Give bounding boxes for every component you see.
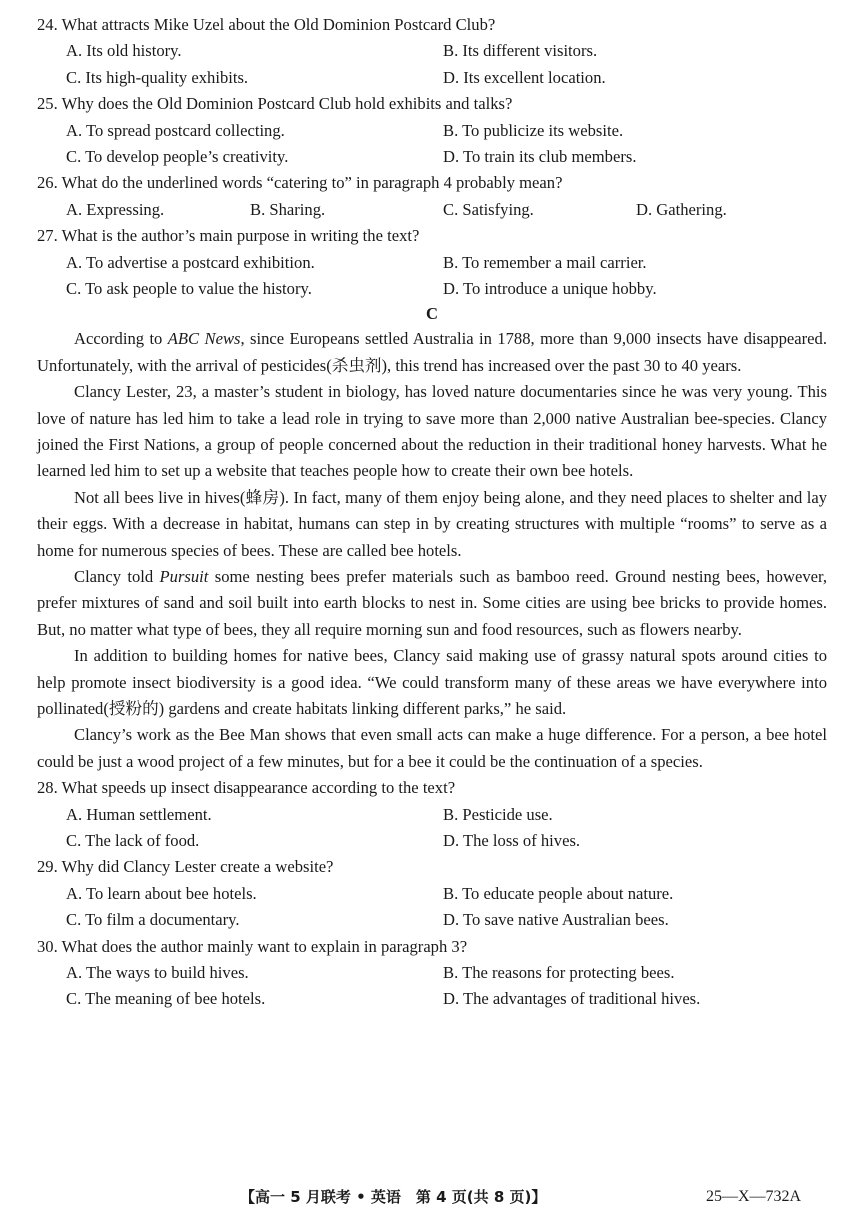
question-27-option-a: A. To advertise a postcard exhibition. [66, 252, 315, 272]
paragraph-1-text-end: , since Europeans settled Australia in 1788, more than 9,000 insects have disappeared. Unfortunately, with the arrival of pesticides(杀虫剂), this trend has increased over the past 30 to 40 years. [37, 329, 827, 375]
question-26-option-b: B. Sharing. [250, 199, 326, 219]
question-29-option-a: A. To learn about bee hotels. [66, 883, 257, 903]
question-26-stem: 26. What do the underlined words “catering to” in paragraph 4 probably mean? [37, 173, 563, 193]
question-28-options-row-1 [37, 802, 827, 828]
question-29-options-row-1 [37, 881, 827, 907]
question-30-options-row-1 [37, 960, 827, 986]
source-pursuit: Pursuit [159, 567, 209, 587]
paragraph-1-text-start: According to [74, 329, 168, 349]
exam-page [37, 12, 827, 1013]
question-28-option-a: A. Human settlement. [66, 804, 212, 824]
section-c-heading: C [426, 304, 438, 324]
question-25-option-c: C. To develop people’s creativity. [66, 146, 289, 166]
question-24-options-row-2 [37, 65, 827, 91]
question-30-option-a: A. The ways to build hives. [66, 963, 249, 983]
question-26-options-row [37, 197, 827, 223]
question-29-option-b: B. To educate people about nature. [443, 883, 674, 903]
question-28-options-row-2 [37, 828, 827, 854]
question-29-options-row-2 [37, 907, 827, 933]
question-26-option-a: A. Expressing. [66, 199, 165, 219]
question-24-options-row-1 [37, 38, 827, 64]
passage-paragraph-6: Clancy’s work as the Bee Man shows that even small acts can make a huge difference. For a person, a bee hotel could be just a wood project of a few minutes, but for a bee it could be the continuation of a species. [37, 725, 827, 771]
question-30-option-d: D. The advantages of traditional hives. [443, 989, 701, 1009]
question-24-option-b: B. Its different visitors. [443, 41, 598, 61]
question-29-option-c: C. To film a documentary. [66, 910, 240, 930]
passage-paragraph-1 [37, 326, 827, 379]
footer-paper-code: 25—X—732A [706, 1188, 802, 1205]
footer-exam-title: 【高一 5 月联考 • 英语 第 4 页(共 8 页)】 [240, 1188, 547, 1206]
question-24-option-d: D. Its excellent location. [443, 67, 606, 87]
passage-paragraph-5: In addition to building homes for native bees, Clancy said making use of grassy natural spots around cities to help promote insect biodiversity is a good idea. “We could transform many of these areas we have everywhere into pollinated(授粉的) gardens and create habitats linking different parks,” he said. [37, 646, 827, 719]
question-30-option-c: C. The meaning of bee hotels. [66, 989, 266, 1009]
page-footer [0, 1184, 860, 1210]
passage-paragraph-2: Clancy Lester, 23, a master’s student in biology, has loved nature documentaries since he was very young. This love of nature has led him to take a lead role in trying to save more than 2,000 native Australian bee-species. Clancy joined the First Nations, a group of people concerned about the reduction in their traditional honey harvests. What he learned led him to set up a website that teaches people how to create their own bee hotels. [37, 382, 827, 481]
question-27-stem: 27. What is the author’s main purpose in writing the text? [37, 226, 420, 246]
question-30-option-b: B. The reasons for protecting bees. [443, 963, 675, 983]
question-25-option-d: D. To train its club members. [443, 146, 637, 166]
question-28-option-c: C. The lack of food. [66, 831, 200, 851]
passage-paragraph-4 [37, 564, 827, 643]
question-26-option-d: D. Gathering. [636, 199, 727, 219]
question-27-option-d: D. To introduce a unique hobby. [443, 278, 657, 298]
question-25-option-a: A. To spread postcard collecting. [66, 120, 285, 140]
question-30-options-row-2 [37, 986, 827, 1012]
question-28-option-d: D. The loss of hives. [443, 831, 581, 851]
question-28-option-b: B. Pesticide use. [443, 804, 553, 824]
question-27-option-c: C. To ask people to value the history. [66, 278, 312, 298]
question-28-stem: 28. What speeds up insect disappearance according to the text? [37, 778, 456, 798]
paragraph-4-text-end: some nesting bees prefer materials such as bamboo reed. Ground nesting bees, however, prefer mixtures of sand and soil built into earth blocks to nest in. Some cities are using bee bricks to provide homes. But, no matter what type of bees, they all require morning sun and food resources, such as flowers nearby. [37, 567, 827, 639]
passage-paragraph-3: Not all bees live in hives(蜂房). In fact, many of them enjoy being alone, and they need places to shelter and lay their eggs. With a decrease in habitat, humans can step in by creating structures with multiple “rooms” to serve as a home for numerous species of bees. These are called bee hotels. [37, 487, 827, 560]
question-27-options-row-1 [37, 250, 827, 276]
paragraph-4-text-start: Clancy told [74, 567, 160, 587]
question-27-option-b: B. To remember a mail carrier. [443, 252, 647, 272]
question-27-options-row-2 [37, 276, 827, 302]
question-29-option-d: D. To save native Australian bees. [443, 910, 669, 930]
question-30-stem: 30. What does the author mainly want to explain in paragraph 3? [37, 936, 468, 956]
question-25-option-b: B. To publicize its website. [443, 120, 624, 140]
question-25-options-row-1 [37, 118, 827, 144]
question-24-option-a: A. Its old history. [66, 41, 182, 61]
question-29-stem: 29. Why did Clancy Lester create a website? [37, 857, 334, 877]
question-24-stem: 24. What attracts Mike Uzel about the Old Dominion Postcard Club? [37, 15, 496, 34]
question-25-stem: 25. Why does the Old Dominion Postcard Club hold exhibits and talks? [37, 94, 513, 114]
question-24-option-c: C. Its high-quality exhibits. [66, 67, 249, 87]
question-26-option-c: C. Satisfying. [443, 199, 534, 219]
source-abc-news: ABC News [167, 329, 241, 349]
question-25-options-row-2 [37, 144, 827, 170]
